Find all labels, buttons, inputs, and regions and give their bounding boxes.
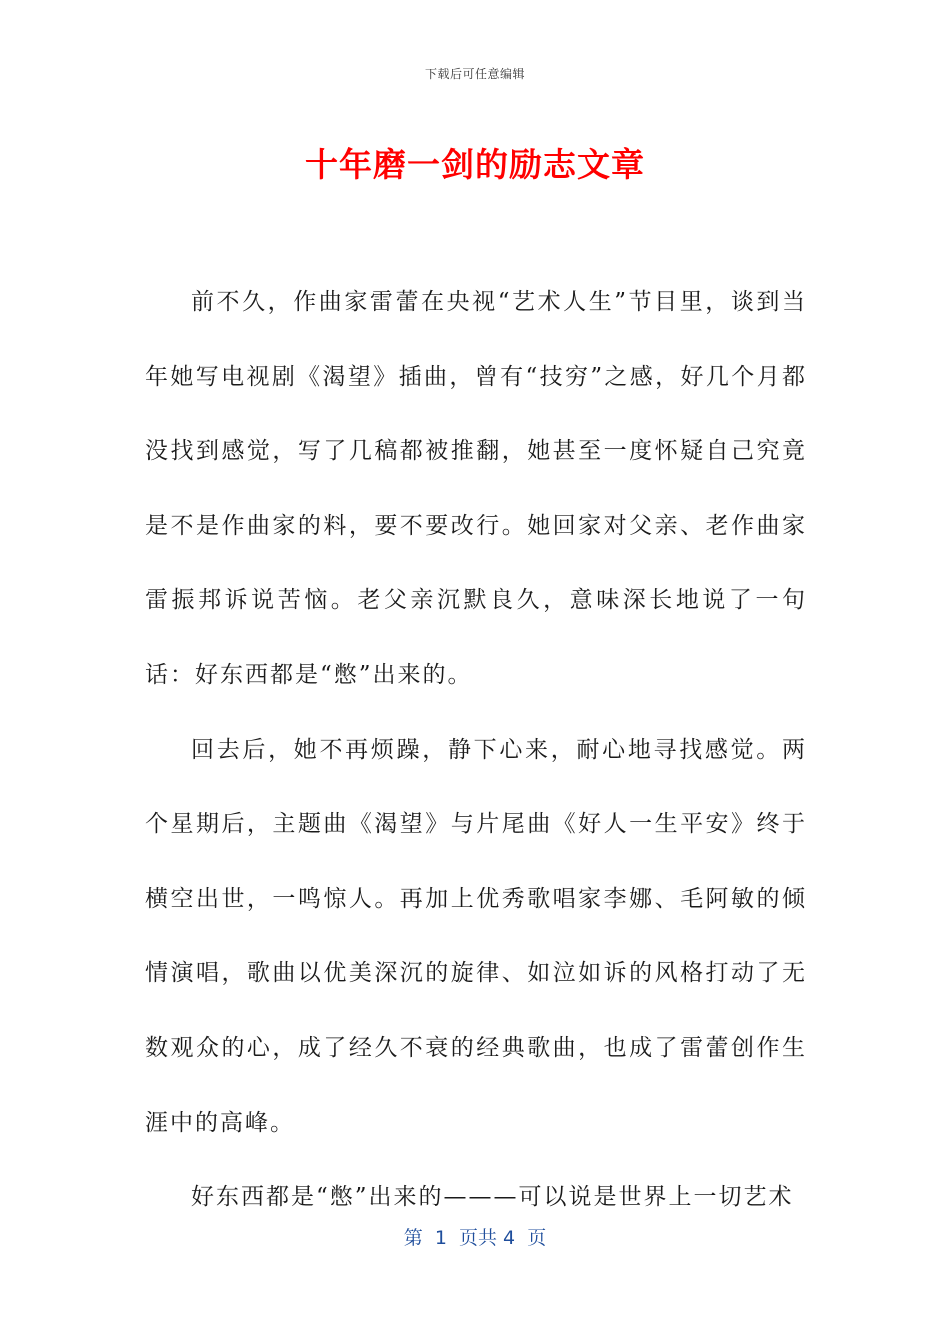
page-header: 下载后可任意编辑 (424, 67, 525, 81)
document-title: 十年磨一剑的励志文章 (305, 145, 645, 184)
document-body (145, 265, 807, 1235)
page-number-footer: 第 1 页共 4 页 (403, 1227, 547, 1249)
paragraph-1: 前不久，作曲家雷蕾在央视“艺术人生”节目里，谈到当年她写电视剧《渴望》插曲，曾有“技穷”之感，好几个月都没找到感觉，写了几稿都被推翻，她甚至一度怀疑自己究竟是不是作曲家的料，要不要改行。她回家对父亲、老作曲家雷振邦诉说苦恼。老父亲沉默良久，意味深长地说了一句话：好东西都是“憋”出来的。 (145, 289, 807, 688)
paragraph-3: 好东西都是“憋”出来的———可以说是世界上一切艺术 (191, 1184, 794, 1211)
paragraph-2: 回去后，她不再烦躁，静下心来，耐心地寻找感觉。两个星期后，主题曲《渴望》与片尾曲《好人一生平安》终于横空出世，一鸣惊人。再加上优秀歌唱家李娜、毛阿敏的倾情演唱，歌曲以优美深沉的旋律、如泣如诉的风格打动了无数观众的心，成了经久不衰的经典歌曲，也成了雷蕾创作生涯中的高峰。 (145, 736, 807, 1136)
